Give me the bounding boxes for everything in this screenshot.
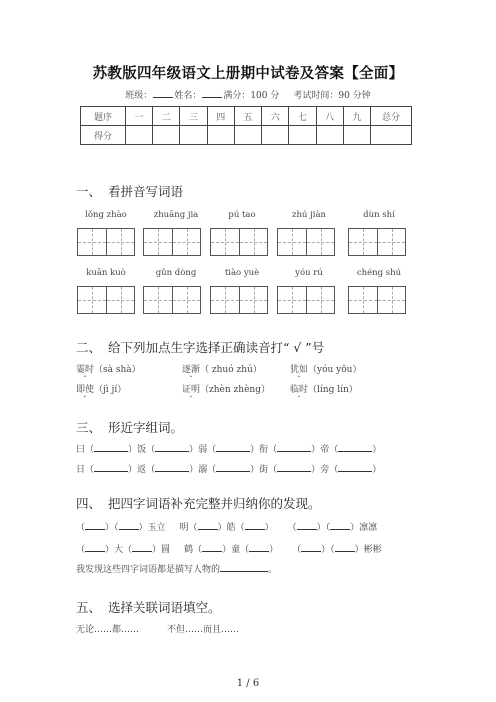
section-2-heading xyxy=(76,338,324,356)
idiom-text: ） xyxy=(269,545,279,555)
reading-options[interactable]: （yóu yōu） xyxy=(308,365,362,375)
idiom-text: ）凛凛 xyxy=(350,523,378,533)
score-row-label: 得分 xyxy=(81,126,126,145)
answer-blank[interactable] xyxy=(94,462,128,472)
writing-grid[interactable] xyxy=(348,286,406,314)
summary-text: 。 xyxy=(268,565,278,575)
idiom-text: 明（ xyxy=(179,523,198,533)
idiom-text: ）圆 xyxy=(152,545,171,555)
page-number: 1 / 6 xyxy=(236,678,260,689)
exam-time: 考试时间：90 分钟 xyxy=(293,91,371,101)
section-title: 看拼音写词语 xyxy=(108,184,184,199)
answer-blank[interactable] xyxy=(220,562,268,572)
idiom-text: ）大（ xyxy=(105,545,133,555)
writing-grid[interactable] xyxy=(77,286,135,314)
idiom-row-1 xyxy=(76,520,377,533)
conjunction-option: 无论……都…… xyxy=(76,625,140,635)
similar-chars-row-2: 日（ ）返（ ）溺（ ）街（ ）旁（ ） xyxy=(76,462,381,475)
score-header-cell: 题序 xyxy=(81,107,126,126)
reading-options[interactable]: （líng lín） xyxy=(308,385,358,395)
section-number: 一、 xyxy=(76,184,102,199)
class-label: 班级： xyxy=(125,91,153,101)
answer-blank[interactable] xyxy=(119,520,139,530)
name-blank xyxy=(202,89,222,98)
char: 返 xyxy=(137,465,147,475)
answer-blank[interactable] xyxy=(297,520,317,530)
char: 帝 xyxy=(320,445,330,455)
char: 饭 xyxy=(137,445,147,455)
section-number: 三、 xyxy=(76,420,102,435)
score-row xyxy=(81,126,412,145)
reading-word: 逐渐 xyxy=(182,365,201,375)
answer-blank[interactable] xyxy=(155,462,189,472)
pinyin-label: gǔn dòng xyxy=(155,268,197,278)
score-header-cell: 一 xyxy=(126,107,153,126)
section-number: 二、 xyxy=(76,340,102,355)
char: 衔 xyxy=(259,445,269,455)
section-title: 给下列加点生字选择正确读音打“ √ ”号 xyxy=(108,340,325,355)
section-5-heading xyxy=(76,598,221,616)
reading-word: 证明 xyxy=(182,385,201,395)
answer-blank[interactable] xyxy=(245,520,265,530)
pinyin-label: zhuāng jia xyxy=(153,210,199,220)
conjunction-option: 不但……而且…… xyxy=(167,625,240,635)
section-number: 四、 xyxy=(76,496,102,511)
answer-blank[interactable] xyxy=(277,442,311,452)
idiom-text: ）（ xyxy=(105,523,119,533)
pinyin-label: pú tao xyxy=(228,210,256,220)
score-cell[interactable] xyxy=(180,126,207,145)
idiom-text: ）玉立 xyxy=(138,523,166,533)
pinyin-label: chéng shú xyxy=(356,268,402,278)
writing-grid[interactable] xyxy=(210,228,268,256)
score-cell[interactable] xyxy=(153,126,180,145)
score-header-row xyxy=(81,107,412,126)
section-number: 五、 xyxy=(76,600,102,615)
exam-info xyxy=(0,88,496,101)
answer-blank[interactable] xyxy=(132,542,152,552)
score-cell[interactable] xyxy=(316,126,343,145)
idiom-summary xyxy=(76,562,277,575)
reading-options[interactable]: （zhèn zhèng） xyxy=(200,385,270,395)
char: 弱 xyxy=(198,445,208,455)
answer-blank[interactable] xyxy=(301,542,321,552)
section-title: 把四字词语补充完整并归纳你的发现。 xyxy=(108,496,321,511)
score-header-cell: 三 xyxy=(180,107,207,126)
idiom-text: （ xyxy=(76,545,86,555)
answer-blank[interactable] xyxy=(202,542,222,552)
score-header-cell: 四 xyxy=(207,107,234,126)
reading-word: 霎时 xyxy=(76,365,95,375)
writing-grid[interactable] xyxy=(277,286,335,314)
score-header-cell: 九 xyxy=(343,107,370,126)
idiom-text: ）童（ xyxy=(222,545,250,555)
idiom-text: （ xyxy=(287,523,297,533)
score-cell[interactable] xyxy=(207,126,234,145)
answer-blank[interactable] xyxy=(155,442,189,452)
score-header-cell: 五 xyxy=(234,107,261,126)
full-score: 满分：100 分 xyxy=(223,91,280,101)
score-cell[interactable] xyxy=(371,126,412,145)
answer-blank[interactable] xyxy=(85,542,105,552)
pinyin-label: yóu rú xyxy=(295,268,323,278)
score-cell[interactable] xyxy=(234,126,261,145)
score-cell[interactable] xyxy=(343,126,370,145)
answer-blank[interactable] xyxy=(335,542,355,552)
pinyin-label: tiào yuè xyxy=(224,268,260,278)
reading-word: 临时 xyxy=(290,385,309,395)
score-table xyxy=(80,106,412,145)
writing-grid[interactable] xyxy=(143,286,201,314)
conjunction-options xyxy=(76,622,239,635)
idiom-text: ）（ xyxy=(321,545,335,555)
idiom-text: ）（ xyxy=(316,523,331,533)
score-header-cell: 八 xyxy=(316,107,343,126)
pinyin-label: lǒng zhào xyxy=(85,210,127,220)
section-title: 形近字组词。 xyxy=(108,420,184,435)
idiom-text: 鹤（ xyxy=(184,545,203,555)
score-cell[interactable] xyxy=(262,126,289,145)
writing-grid[interactable] xyxy=(210,286,268,314)
idiom-text: ）皓（ xyxy=(217,523,245,533)
page-title: 苏教版四年级语文上册期中试卷及答案【全面】 xyxy=(92,65,404,82)
reading-options[interactable]: （jì jí） xyxy=(94,385,127,395)
answer-blank[interactable] xyxy=(85,520,105,530)
class-blank xyxy=(153,89,173,98)
char: 街 xyxy=(259,465,269,475)
reading-options[interactable]: （ zhuó zhú） xyxy=(200,365,262,375)
section-1-heading xyxy=(76,182,183,200)
answer-blank[interactable] xyxy=(216,442,250,452)
answer-blank[interactable] xyxy=(338,442,372,452)
reading-word: 即使 xyxy=(76,385,95,395)
writing-grid[interactable] xyxy=(348,228,406,256)
section-title: 选择关联词语填空。 xyxy=(108,600,221,615)
idiom-text: ）彬彬 xyxy=(354,545,382,555)
writing-grid[interactable] xyxy=(143,228,201,256)
score-header-cell: 六 xyxy=(262,107,289,126)
score-cell[interactable] xyxy=(126,126,153,145)
idiom-text: （ xyxy=(292,545,302,555)
section-4-heading xyxy=(76,494,321,512)
reading-options[interactable]: （sà shà） xyxy=(94,365,141,375)
summary-text: 我发现这些四字词语都是描写人物的 xyxy=(76,565,221,575)
name-label: 姓名： xyxy=(174,91,202,101)
score-cell[interactable] xyxy=(289,126,316,145)
score-header-cell: 七 xyxy=(289,107,316,126)
char: 曰 xyxy=(76,445,86,455)
answer-blank[interactable] xyxy=(338,462,372,472)
idiom-text: （ xyxy=(76,523,86,533)
idiom-text: ） xyxy=(264,523,274,533)
pinyin-label: kuān kuò xyxy=(86,268,126,278)
score-header-cell: 总分 xyxy=(371,107,412,126)
char: 旁 xyxy=(320,465,330,475)
similar-chars-row-1: 曰（ ）饭（ ）弱（ ）衔（ ）帝（ ） xyxy=(76,442,381,455)
score-header-cell: 二 xyxy=(153,107,180,126)
answer-blank[interactable] xyxy=(94,442,128,452)
char: 日 xyxy=(76,465,86,475)
section-3-heading xyxy=(76,418,183,436)
writing-grid[interactable] xyxy=(77,228,135,256)
char: 溺 xyxy=(198,465,208,475)
answer-blank[interactable] xyxy=(216,462,250,472)
answer-blank[interactable] xyxy=(330,520,350,530)
answer-blank[interactable] xyxy=(277,462,311,472)
answer-blank[interactable] xyxy=(249,542,269,552)
answer-blank[interactable] xyxy=(198,520,218,530)
idiom-row-2 xyxy=(76,542,382,555)
pinyin-label: zhú jiàn xyxy=(291,210,327,220)
writing-grid[interactable] xyxy=(277,228,335,256)
reading-word: 犹如 xyxy=(290,365,309,375)
pinyin-label: dùn shí xyxy=(363,210,395,220)
